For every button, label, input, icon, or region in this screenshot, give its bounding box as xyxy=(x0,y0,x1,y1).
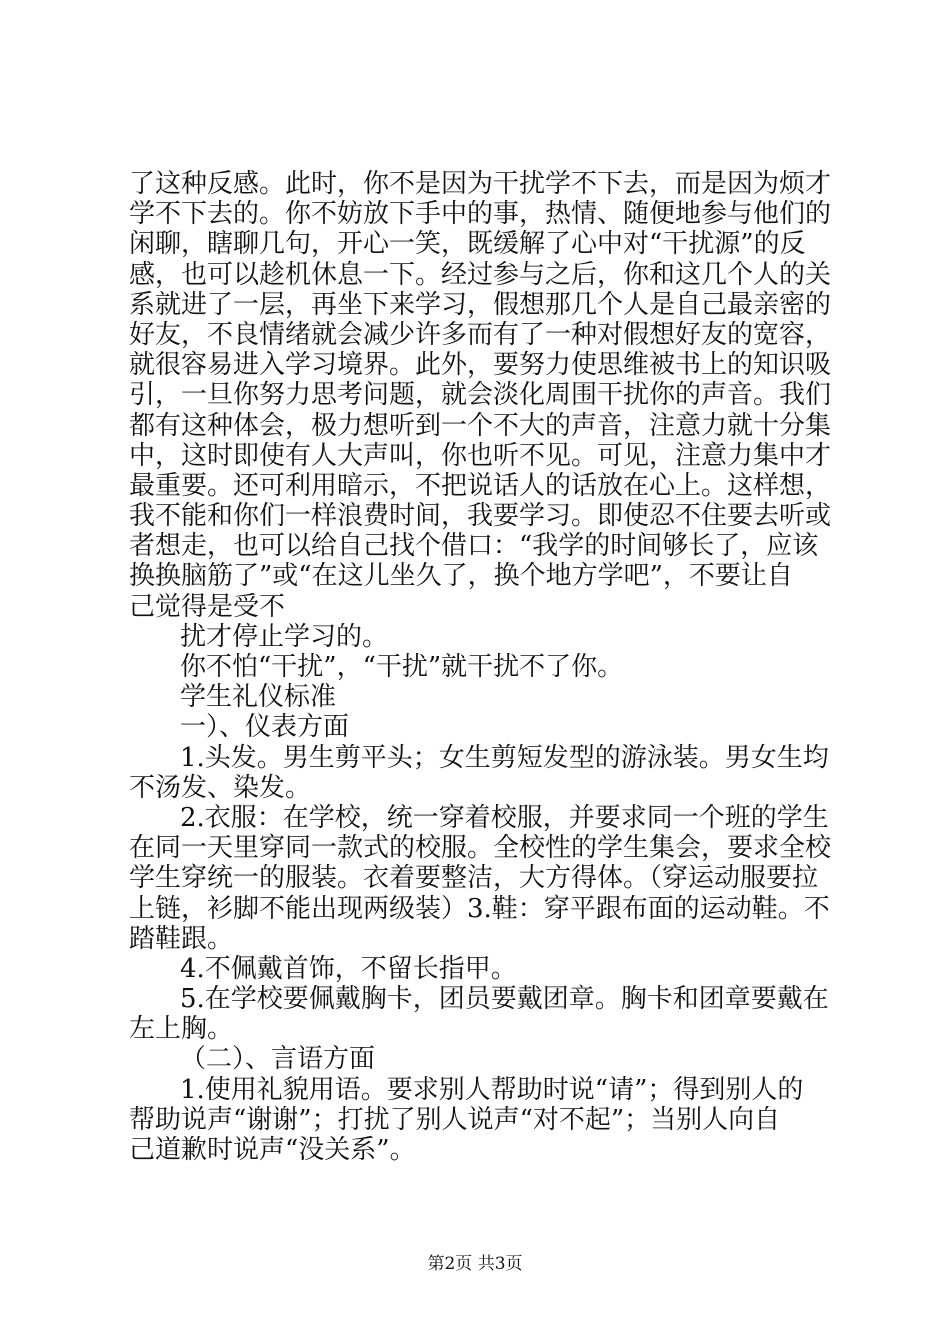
text-line: 帮助说声“谢谢”；打扰了别人说声“对不起”；当别人向自 xyxy=(129,1105,781,1135)
text-line: 我不能和你们一样浪费时间，我要学习。即使忍不住要去听或 xyxy=(129,501,832,531)
text-line: 1.使用礼貌用语。要求别人帮助时说“请”；得到别人的 xyxy=(180,1075,804,1105)
text-line: 中，这时即使有人大声叫，你也听不见。可见，注意力集中才 xyxy=(129,441,832,471)
text-line: 不汤发、染发。 xyxy=(129,773,312,803)
text-line: 闲聊，瞎聊几句，开心一笑，既缓解了心中对“干扰源”的反 xyxy=(129,229,806,259)
text-line: 己道歉时说声“没关系”。 xyxy=(129,1135,416,1165)
text-line: 2.衣服：在学校，统一穿着校服，并要求同一个班的学生 xyxy=(180,803,829,833)
text-line: 都有这种体会，极力想听到一个不大的声音，注意力就十分集 xyxy=(129,411,832,441)
section-heading: 学生礼仪标准 xyxy=(180,682,337,712)
text-line: 最重要。还可利用暗示，不把说话人的话放在心上。这样想， xyxy=(129,471,832,501)
text-line: 在同一天里穿同一款式的校服。全校性的学生集会，要求全校 xyxy=(129,833,832,863)
text-line: 就很容易进入学习境界。此外，要努力使思维被书上的知识吸 xyxy=(129,350,832,380)
text-line: 学不下去的。你不妨放下手中的事，热情、随便地参与他们的 xyxy=(129,199,832,229)
subsection-heading: 一）、仪表方面 xyxy=(180,712,350,742)
text-line: 1.头发。男生剪平头；女生剪短发型的游泳装。男女生均 xyxy=(180,743,829,773)
text-line: 感，也可以趁机休息一下。经过参与之后，你和这几个人的关 xyxy=(129,260,832,290)
text-line: 你不怕“干扰”，“干扰”就干扰不了你。 xyxy=(180,652,624,682)
text-line: 左上胸。 xyxy=(129,1014,234,1044)
text-line: 系就进了一层，再坐下来学习，假想那几个人是自己最亲密的 xyxy=(129,290,832,320)
text-line: 学生穿统一的服装。衣着要整洁，大方得体。（穿运动服要拉 xyxy=(129,863,819,893)
text-line: 引，一旦你努力思考问题，就会淡化周围干扰你的声音。我们 xyxy=(129,380,832,410)
text-line: 上链，衫脚不能出现两级装）3.鞋：穿平跟布面的运动鞋。不 xyxy=(129,894,830,924)
text-line: 4.不佩戴首饰，不留长指甲。 xyxy=(180,954,517,984)
text-line: 了这种反感。此时，你不是因为干扰学不下去，而是因为烦才 xyxy=(129,169,832,199)
subsection-heading: （二）、言语方面 xyxy=(180,1044,376,1074)
text-line: 换换脑筋了”或“在这儿坐久了，换个地方学吧”，不要让自 xyxy=(129,561,793,591)
text-line: 踏鞋跟。 xyxy=(129,924,234,954)
text-line: 5.在学校要佩戴胸卡，团员要戴团章。胸卡和团章要戴在 xyxy=(180,984,829,1014)
text-line: 者想走，也可以给自己找个借口：“我学的时间够长了，应该 xyxy=(129,531,819,561)
text-line: 好友，不良情绪就会减少许多而有了一种对假想好友的宽容， xyxy=(129,320,832,350)
text-line: 己觉得是受不 xyxy=(129,592,286,622)
page-footer: 第2页 共3页 xyxy=(427,1254,523,1274)
text-line: 扰才停止学习的。 xyxy=(180,622,389,652)
